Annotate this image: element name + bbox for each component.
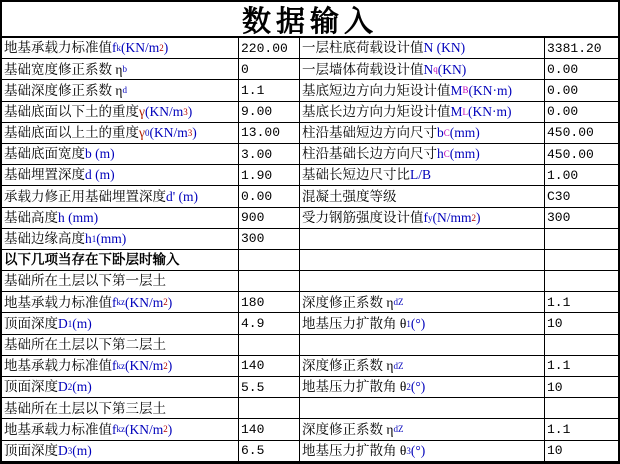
label-segment: 基础底面以下土的重度 (4, 103, 139, 119)
label-segment: M (450, 82, 463, 98)
right-value-cell[interactable]: 0.00 (545, 59, 618, 80)
label-segment: ) (167, 358, 173, 374)
right-label-cell[interactable]: 地基压力扩散角 θ 1 (°) (300, 313, 545, 334)
label-segment: 顶面深度 (4, 315, 58, 331)
left-value-cell[interactable]: 1.1 (239, 80, 300, 101)
label-segment: (N/mm (432, 209, 472, 225)
label-segment: 基础宽度修正系数 η (4, 61, 123, 77)
right-value-cell[interactable]: 10 (545, 377, 618, 398)
label-segment: 混凝土强度等级 (302, 188, 397, 204)
label-segment: (KN/m (121, 40, 160, 56)
label-segment: (KN/m (149, 125, 188, 141)
label-segment: (m) (72, 379, 92, 395)
label-segment: (KN/m (125, 294, 164, 310)
right-value-cell[interactable]: 1.1 (545, 419, 618, 440)
label-segment: γ (139, 125, 145, 141)
right-value-cell[interactable]: 1.00 (545, 165, 618, 186)
label-segment: 地基承载力标准值 (4, 294, 112, 310)
label-segment: 基础长短边尺寸比 (302, 167, 410, 183)
label-segment: (°) (410, 442, 426, 458)
left-value-cell[interactable] (239, 398, 300, 419)
label-segment: 深度修正系数 η (302, 358, 394, 374)
label-segment: D (58, 442, 68, 458)
right-label-cell[interactable] (300, 335, 545, 356)
left-value-cell[interactable]: 3.00 (239, 144, 300, 165)
right-label-cell[interactable]: 柱沿基础短边方向尺寸 b C (mm) (300, 123, 545, 144)
label-segment: ) (167, 294, 173, 310)
label-segment: (KN/m (125, 358, 164, 374)
left-label-cell[interactable]: 顶面深度 D 2 (m) (2, 377, 239, 398)
label-segment: N (KN) (423, 40, 466, 56)
label-segment: D (58, 315, 68, 331)
left-value-cell[interactable]: 140 (239, 419, 300, 440)
label-segment: (mm) (449, 125, 480, 141)
label-segment: 基础底面宽度 (4, 146, 85, 162)
label-segment: f (112, 358, 117, 374)
right-value-cell[interactable] (545, 398, 618, 419)
label-segment: h (mm) (58, 209, 99, 225)
label-segment: 以下几项当存在下卧层时输入 (4, 252, 180, 268)
label-segment: 基础底面以上土的重度 (4, 125, 139, 141)
right-value-cell[interactable] (545, 271, 618, 292)
right-label-cell[interactable]: 基底长边方向力矩设计值 M L (KN·m) (300, 102, 545, 123)
right-label-cell[interactable]: 地基压力扩散角 θ 2 (°) (300, 377, 545, 398)
right-value-cell[interactable]: 3381.20 (545, 38, 618, 59)
left-value-cell[interactable] (239, 271, 300, 292)
label-segment: (mm) (96, 231, 127, 247)
right-value-cell[interactable] (545, 335, 618, 356)
label-segment: ) (476, 209, 481, 225)
label-segment: 柱沿基础短边方向尺寸 (302, 125, 437, 141)
right-label-cell[interactable] (300, 186, 545, 207)
label-segment: f (112, 294, 117, 310)
label-segment: ) (187, 103, 193, 119)
label-segment: 基础所在土层以下第三层土 (4, 400, 166, 416)
left-label-cell[interactable]: 基础边缘高度 h 1 (mm) (2, 229, 239, 250)
right-label-cell[interactable] (300, 165, 545, 186)
left-value-cell[interactable]: 180 (239, 292, 300, 313)
label-segment: (m) (72, 442, 92, 458)
right-value-cell[interactable]: 10 (545, 313, 618, 334)
left-value-cell[interactable]: 0 (239, 59, 300, 80)
right-label-cell[interactable] (300, 250, 545, 271)
label-segment: 地基承载力标准值 (4, 358, 112, 374)
left-label-cell[interactable] (2, 335, 239, 356)
left-label-cell[interactable]: 地基承载力标准值 f kz (KN/m 2 ) (2, 292, 239, 313)
right-label-cell[interactable]: 柱沿基础长边方向尺寸 h C (mm) (300, 144, 545, 165)
label-segment: 地基承载力标准值 (4, 421, 112, 437)
right-value-cell[interactable]: 300 (545, 208, 618, 229)
right-value-cell[interactable]: 450.00 (545, 123, 618, 144)
right-label-cell[interactable] (300, 398, 545, 419)
label-segment: f (112, 421, 117, 437)
left-label-cell[interactable]: 地基承载力标准值 f kz (KN/m 2 ) (2, 419, 239, 440)
right-label-cell[interactable] (300, 271, 545, 292)
label-segment: (m) (72, 315, 92, 331)
right-value-cell[interactable]: 0.00 (545, 102, 618, 123)
label-segment: M (450, 103, 463, 119)
label-segment: 基础高度 (4, 209, 58, 225)
label-segment: (KN) (437, 61, 467, 77)
left-value-cell[interactable] (239, 250, 300, 271)
label-segment: 顶面深度 (4, 379, 58, 395)
left-label-cell[interactable]: 地基承载力标准值 f k (KN/m 2 ) (2, 38, 239, 59)
left-value-cell[interactable]: 220.00 (239, 38, 300, 59)
left-value-cell[interactable]: 0.00 (239, 186, 300, 207)
right-label-cell[interactable]: 一层墙体荷载设计值 N q (KN) (300, 59, 545, 80)
label-segment: (KN·m) (468, 103, 512, 119)
right-label-cell[interactable]: 基底短边方向力矩设计值 M B (KN·m) (300, 80, 545, 101)
label-segment: 基础埋置深度 (4, 167, 85, 183)
label-segment: 承载力修正用基础埋置深度 (4, 188, 166, 204)
label-segment: d' (m) (166, 188, 199, 204)
label-segment: 基底短边方向力矩设计值 (302, 82, 451, 98)
label-segment: 深度修正系数 η (302, 421, 394, 437)
label-segment: ) (163, 40, 169, 56)
right-label-cell[interactable] (300, 38, 545, 59)
label-segment: b (437, 125, 444, 141)
label-segment: N (423, 61, 434, 77)
left-label-cell[interactable] (2, 398, 239, 419)
left-label-cell[interactable]: 基础底面以下土的重度 γ (KN/m 3 ) (2, 102, 239, 123)
label-segment: D (58, 379, 68, 395)
left-label-cell[interactable] (2, 165, 239, 186)
label-segment: (mm) (449, 146, 480, 162)
label-segment: 地基压力扩散角 θ (302, 315, 407, 331)
label-segment: h (85, 231, 92, 247)
label-segment: 基础所在土层以下第一层土 (4, 273, 166, 289)
label-segment: b (m) (85, 146, 115, 162)
right-label-cell[interactable]: 地基压力扩散角 θ 3 (°) (300, 441, 545, 462)
left-label-cell[interactable] (2, 250, 239, 271)
left-label-cell[interactable]: 基础底面以上土的重度 γ 0 (KN/m 3 ) (2, 123, 239, 144)
label-segment: f (112, 40, 117, 56)
left-value-cell[interactable]: 6.5 (239, 441, 300, 462)
label-segment: 基础边缘高度 (4, 231, 85, 247)
left-value-cell[interactable]: 140 (239, 356, 300, 377)
left-label-cell[interactable] (2, 144, 239, 165)
label-segment: (°) (410, 315, 426, 331)
label-segment: f (423, 209, 428, 225)
left-value-cell[interactable]: 300 (239, 229, 300, 250)
right-label-cell[interactable]: 深度修正系数 η dZ (300, 292, 545, 313)
left-value-cell[interactable]: 13.00 (239, 123, 300, 144)
label-segment: 一层墙体荷载设计值 (302, 61, 424, 77)
left-value-cell[interactable] (239, 335, 300, 356)
label-segment: (KN/m (125, 421, 164, 437)
right-value-cell[interactable]: 0.00 (545, 80, 618, 101)
label-segment: (KN/m (144, 103, 184, 119)
right-value-cell[interactable] (545, 250, 618, 271)
label-segment: 深度修正系数 η (302, 294, 394, 310)
right-label-cell[interactable]: 深度修正系数 η dZ (300, 419, 545, 440)
label-segment: d (m) (85, 167, 115, 183)
label-segment: 基础深度修正系数 η (4, 82, 123, 98)
right-value-cell[interactable]: 1.1 (545, 356, 618, 377)
label-segment: 一层柱底荷载设计值 (302, 40, 424, 56)
label-segment: 基础所在土层以下第二层土 (4, 336, 166, 352)
right-value-cell[interactable]: 10 (545, 441, 618, 462)
left-label-cell[interactable]: 顶面深度 D 3 (m) (2, 441, 239, 462)
left-value-cell[interactable]: 900 (239, 208, 300, 229)
sheet-title-cell[interactable] (2, 2, 618, 38)
label-segment: h (437, 146, 444, 162)
right-label-cell[interactable] (300, 229, 545, 250)
label-segment: 基底长边方向力矩设计值 (302, 103, 451, 119)
label-segment: (°) (410, 379, 426, 395)
label-segment: 柱沿基础长边方向尺寸 (302, 146, 437, 162)
label-segment: 地基压力扩散角 θ (302, 379, 407, 395)
label-segment: γ (139, 103, 145, 119)
label-segment: L/B (410, 167, 432, 183)
label-segment: 地基承载力标准值 (4, 40, 112, 56)
left-label-cell[interactable] (2, 271, 239, 292)
left-value-cell[interactable]: 1.90 (239, 165, 300, 186)
right-value-cell[interactable] (545, 229, 618, 250)
left-label-cell[interactable] (2, 208, 239, 229)
right-value-cell[interactable]: 1.1 (545, 292, 618, 313)
label-segment: 顶面深度 (4, 442, 58, 458)
left-value-cell[interactable]: 9.00 (239, 102, 300, 123)
right-value-cell[interactable]: 450.00 (545, 144, 618, 165)
left-label-cell[interactable]: 基础深度修正系数 η d (2, 80, 239, 101)
right-value-cell[interactable]: C30 (545, 186, 618, 207)
label-segment: ) (167, 421, 173, 437)
right-label-cell[interactable]: 深度修正系数 η dZ (300, 356, 545, 377)
left-label-cell[interactable]: 基础宽度修正系数 η b (2, 59, 239, 80)
left-value-cell[interactable]: 5.5 (239, 377, 300, 398)
right-label-cell[interactable]: 受力钢筋强度设计值 f y (N/mm 2 ) (300, 208, 545, 229)
label-segment: 地基压力扩散角 θ (302, 442, 407, 458)
left-value-cell[interactable]: 4.9 (239, 313, 300, 334)
left-label-cell[interactable]: 顶面深度 D 1 (m) (2, 313, 239, 334)
left-label-cell[interactable]: 地基承载力标准值 f kz (KN/m 2 ) (2, 356, 239, 377)
left-label-cell[interactable] (2, 186, 239, 207)
sheet-title: 数据输入 (241, 5, 378, 38)
label-segment: 受力钢筋强度设计值 (302, 209, 424, 225)
label-segment: ) (192, 125, 197, 141)
data-grid (2, 38, 618, 462)
label-segment: (KN·m) (468, 82, 513, 98)
